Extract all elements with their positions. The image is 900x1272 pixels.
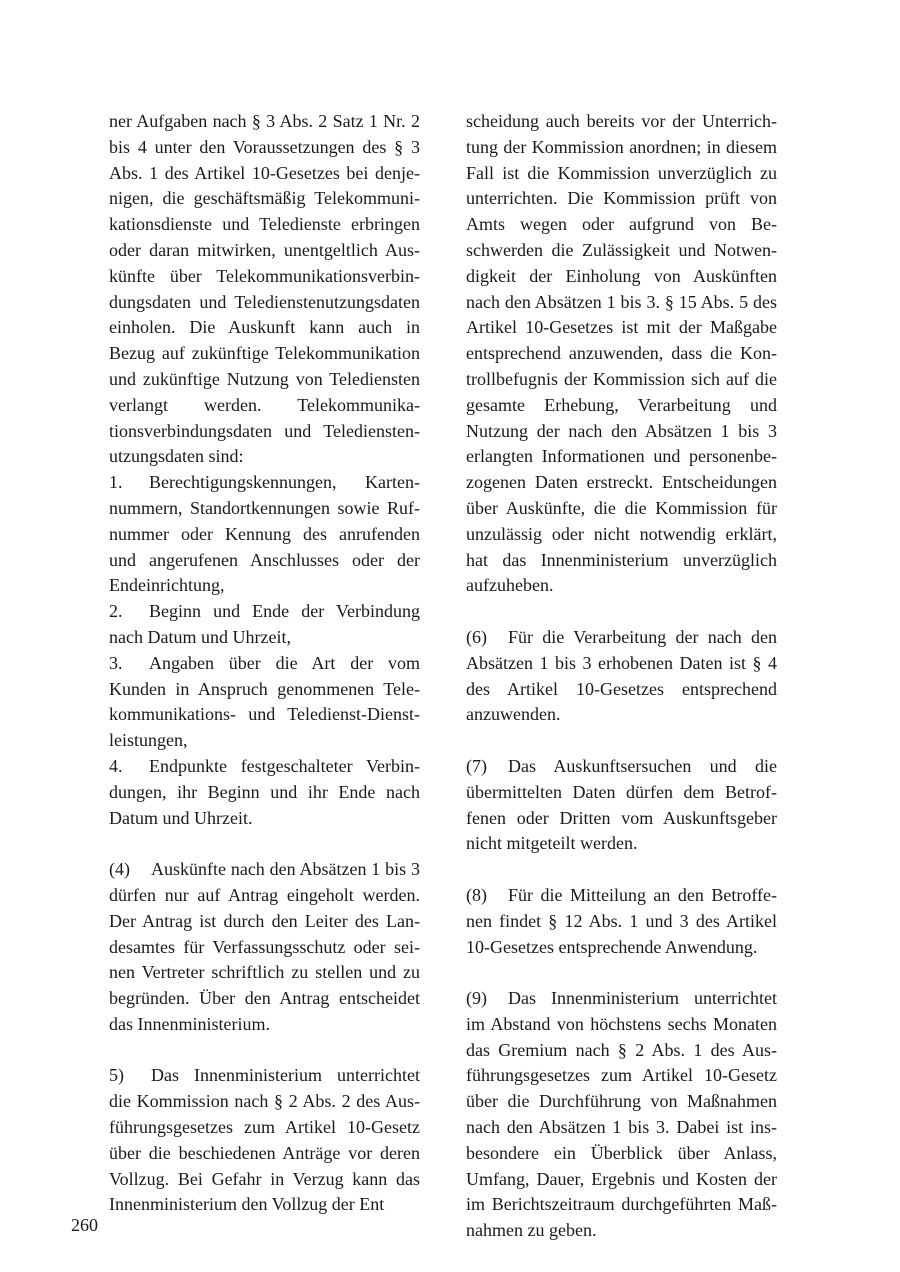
paragraph-text: Das Auskunftsersuchen und die übermittelten Daten dürfen dem Betroffenen oder Dritten vom Auskunftsgeber nicht mitgeteilt werden. (466, 755, 777, 854)
page-number: 260 (71, 1215, 98, 1235)
list-item-number: 1. (109, 472, 123, 493)
list-item (109, 470, 420, 599)
paragraph-text: Für die Verarbeitung der nach den Absätzen 1 bis 3 erhobenen Daten ist § 4 des Artikel 10-Gesetzes entsprechend anzuwenden. (466, 626, 777, 725)
left-column (109, 109, 420, 1218)
right-column (466, 109, 777, 1244)
list-item (109, 754, 420, 831)
list-item (109, 599, 420, 651)
paragraph-number: (4) (109, 859, 130, 880)
list-item-number: 3. (109, 652, 123, 673)
intro-paragraph: ner Aufgaben nach § 3 Abs. 2 Satz 1 Nr. 2 bis 4 unter den Voraussetzungen des § 3 Abs. 1 des Artikel 10-Gesetzes bei denjenigen, die geschäftsmäßig Telekommunikationsdienste und Teledienste erbringen oder daran mitwirken, unentgeltlich Auskünfte über Telekommunikationsverbindungsdaten und Teledienstenutzungsdaten einholen. Die Auskunft kann auch in Bezug auf zukünftige Telekommunikation und zukünftige Nutzung von Telediensten verlangt werden. Telekommunikationsverbindungsdaten und Teledienstenutzungsdaten sind: (109, 111, 420, 467)
paragraph-9 (466, 986, 777, 1244)
continuation-paragraph: scheidung auch bereits vor der Unterrichtung der Kommission anordnen; in diesem Fall ist die Kommission unverzüglich zu unterrichten. Die Kommission prüft von Amts wegen oder aufgrund von Beschwerden die Zulässigkeit und Notwendigkeit der Einholung von Auskünften nach den Absätzen 1 bis 3. § 15 Abs. 5 des Artikel 10-Gesetzes ist mit der Maßgabe entsprechend anzuwenden, dass die Kontrollbefugnis der Kommission sich auf die gesamte Erhebung, Verarbeitung und Nutzung der nach den Absätzen 1 bis 3 erlangten Informationen und personenbezogenen Daten erstreckt. Entscheidungen über Auskünfte, die die Kommission für unzulässig oder nicht notwendig erklärt, hat das Innenministerium unverzüglich aufzuheben. (466, 111, 777, 596)
list-item (109, 651, 420, 754)
list-item-text: Angaben über die Art der vom Kunden in Anspruch genommenen Telekommunikations- und Teledienst-Dienstleistungen, (109, 652, 420, 751)
paragraph-7 (466, 754, 777, 857)
list-item-text: Beginn und Ende der Verbindung nach Datum und Uhrzeit, (109, 601, 420, 647)
paragraph-number: (8) (466, 884, 487, 905)
list-item-number: 4. (109, 755, 123, 776)
paragraph-text: Auskünfte nach den Absätzen 1 bis 3 dürfen nur auf Antrag eingeholt werden. Der Antrag ist durch den Leiter des Landesamtes für Verfassungsschutz oder seinen Vertreter schriftlich zu stellen und zu begründen. Über den Antrag entscheidet das Innenministerium. (109, 859, 420, 1034)
list-item-number: 2. (109, 601, 123, 622)
list-item-text: Endpunkte festgeschalteter Verbindungen, ihr Beginn und ihr Ende nach Datum und Uhrzeit. (109, 755, 420, 828)
list-item-text: Berechtigungskennungen, Kartennummern, Standortkennungen sowie Rufnummer oder Kennung des anrufenden und angerufenen Anschlusses oder der Endeinrichtung, (109, 472, 420, 596)
paragraph-text: Das Innenministerium unterrichtet im Abstand von höchstens sechs Monaten das Gremium nach § 2 Abs. 1 des Ausführungsgesetzes zum Artikel 10-Gesetz über die Durchführung von Maßnahmen nach den Absätzen 1 bis 3. Dabei ist insbesondere ein Überblick über Anlass, Umfang, Dauer, Ergebnis und Kosten der im Berichtszeitraum durchgeführten Maßnahmen zu geben. (466, 988, 777, 1241)
paragraph-text: Für die Mitteilung an den Betroffenen findet § 12 Abs. 1 und 3 des Artikel 10-Gesetzes entsprechende Anwendung. (466, 884, 777, 957)
paragraph-8 (466, 883, 777, 960)
paragraph-4 (109, 857, 420, 1038)
paragraph-number: (6) (466, 626, 487, 647)
paragraph-5 (109, 1063, 420, 1218)
paragraph-number: 5) (109, 1065, 124, 1086)
paragraph-number: (7) (466, 755, 487, 776)
paragraph-text: Das Innenministerium unterrichtet die Kommission nach § 2 Abs. 2 des Ausführungsgesetzes zum Artikel 10-Gesetz über die beschiedenen Anträge vor deren Vollzug. Bei Gefahr in Verzug kann das Innenministerium den Vollzug der Ent (109, 1065, 420, 1215)
paragraph-number: (9) (466, 988, 487, 1009)
paragraph-6 (466, 625, 777, 728)
